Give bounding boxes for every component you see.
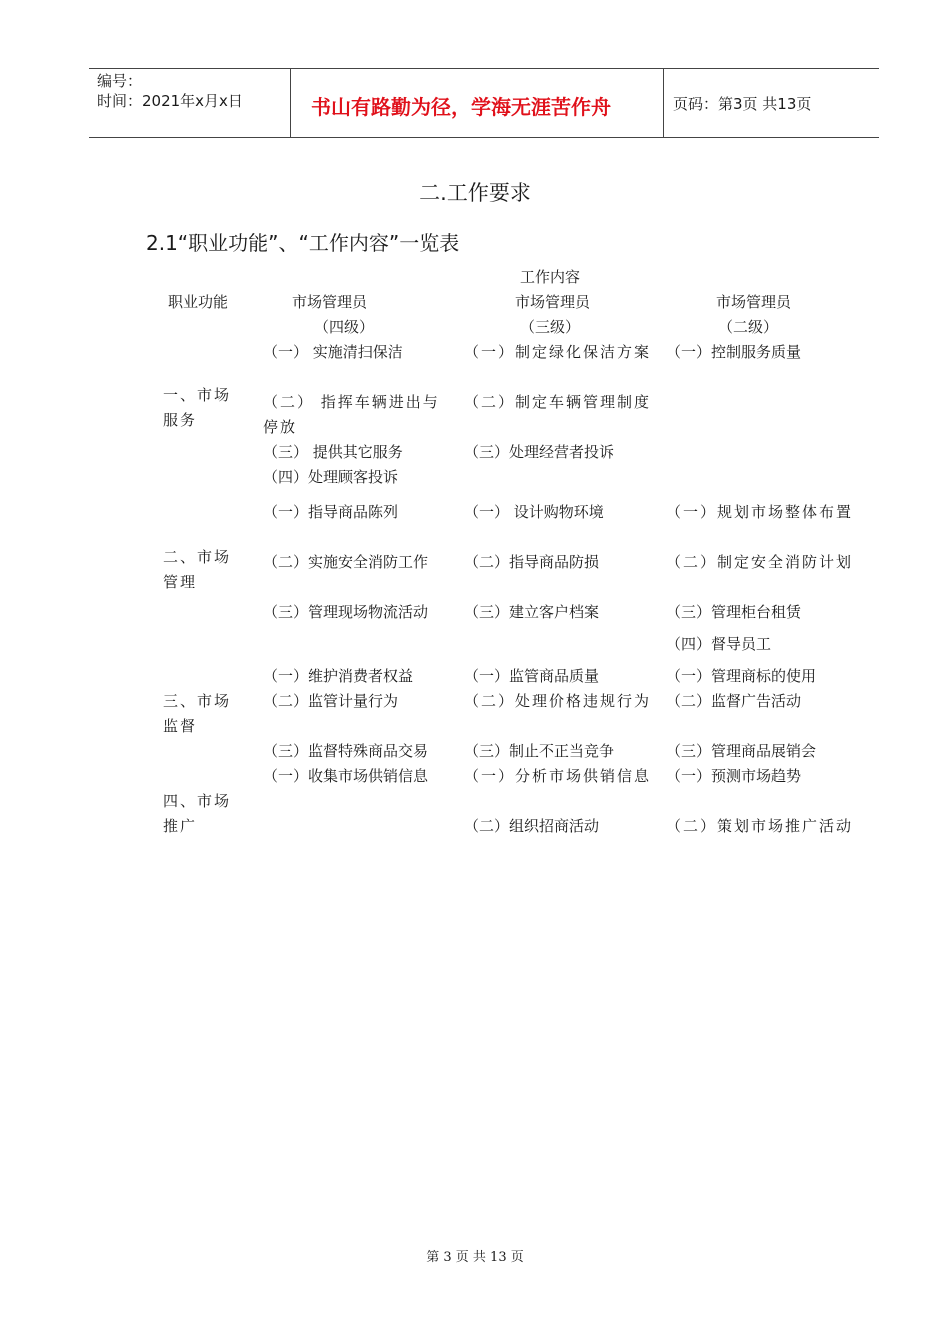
task-cell: （一）控制服务质量 [666,343,802,361]
task-cell: （一）管理商标的使用 [666,667,817,685]
column-header-level3-grade: （三级） [520,318,581,336]
task-cell: （三）管理商品展销会 [666,742,817,760]
task-cell: （一）维护消费者权益 [263,667,414,685]
task-cell: （二） 指挥车辆进出与停放 [263,393,440,436]
task-cell: （二）监管计量行为 [263,692,399,710]
task-cell: （二）组织招商活动 [464,817,600,835]
task-cell: （三）处理经营者投诉 [464,443,615,461]
task-cell: （一） 设计购物环境 [464,503,604,521]
task-cell: （三）管理现场物流活动 [263,603,429,621]
column-header-function: 职业功能 [168,293,229,311]
function-cell: 四、市场推广 [163,792,232,835]
task-cell: （一）规划市场整体布置 [666,503,854,521]
function-cell: 二、市场管理 [163,548,232,591]
table-header-span: 工作内容 [520,268,581,286]
page-header [89,68,879,138]
table-title: 2.1“职业功能”、“工作内容”一览表 [146,231,460,255]
function-cell: 三、市场监督 [163,692,232,735]
task-cell: （二）策划市场推广活动 [666,817,854,835]
task-cell: （三）管理柜台租赁 [666,603,802,621]
task-cell: （一）分析市场供销信息 [464,767,652,785]
header-motto: 书山有路勤为径，学海无涯苦作舟 [311,95,611,119]
header-info [97,71,287,111]
page-footer: 第 3 页 共 13 页 [426,1250,524,1265]
task-cell: （二）监督广告活动 [666,692,802,710]
task-cell: （二）制定安全消防计划 [666,553,854,571]
task-cell: （一）预测市场趋势 [666,767,802,785]
task-cell: （四）处理顾客投诉 [263,468,399,486]
task-cell: （三） 提供其它服务 [263,443,403,461]
document-number-label: 编号： [97,72,143,90]
section-title: 二.工作要求 [419,181,531,205]
column-header-level4-grade: （四级） [314,318,375,336]
column-header-level2: 市场管理员 [716,293,792,311]
header-motto-cell [290,69,664,137]
task-cell: （一）指导商品陈列 [263,503,399,521]
task-cell: （二）制定车辆管理制度 [464,393,652,411]
task-cell: （二）实施安全消防工作 [263,553,429,571]
task-cell: （三）监督特殊商品交易 [263,742,429,760]
document-time-label: 时间：2021年x月x日 [97,92,243,110]
column-header-level4: 市场管理员 [292,293,368,311]
task-cell: （一）制定绿化保洁方案 [464,343,652,361]
task-cell: （三）建立客户档案 [464,603,600,621]
column-header-level3: 市场管理员 [515,293,591,311]
function-cell: 一、市场服务 [163,386,232,429]
task-cell: （四）督导员工 [666,635,772,653]
task-cell: （二）处理价格违规行为 [464,692,652,710]
task-cell: （三）制止不正当竞争 [464,742,615,760]
task-cell: （二）指导商品防损 [464,553,600,571]
column-header-level2-grade: （二级） [718,318,779,336]
task-cell: （一）收集市场供销信息 [263,767,429,785]
task-cell: （一）监管商品质量 [464,667,600,685]
header-page-number: 页码：第3页 共13页 [673,95,812,113]
task-cell: （一） 实施清扫保洁 [263,343,403,361]
